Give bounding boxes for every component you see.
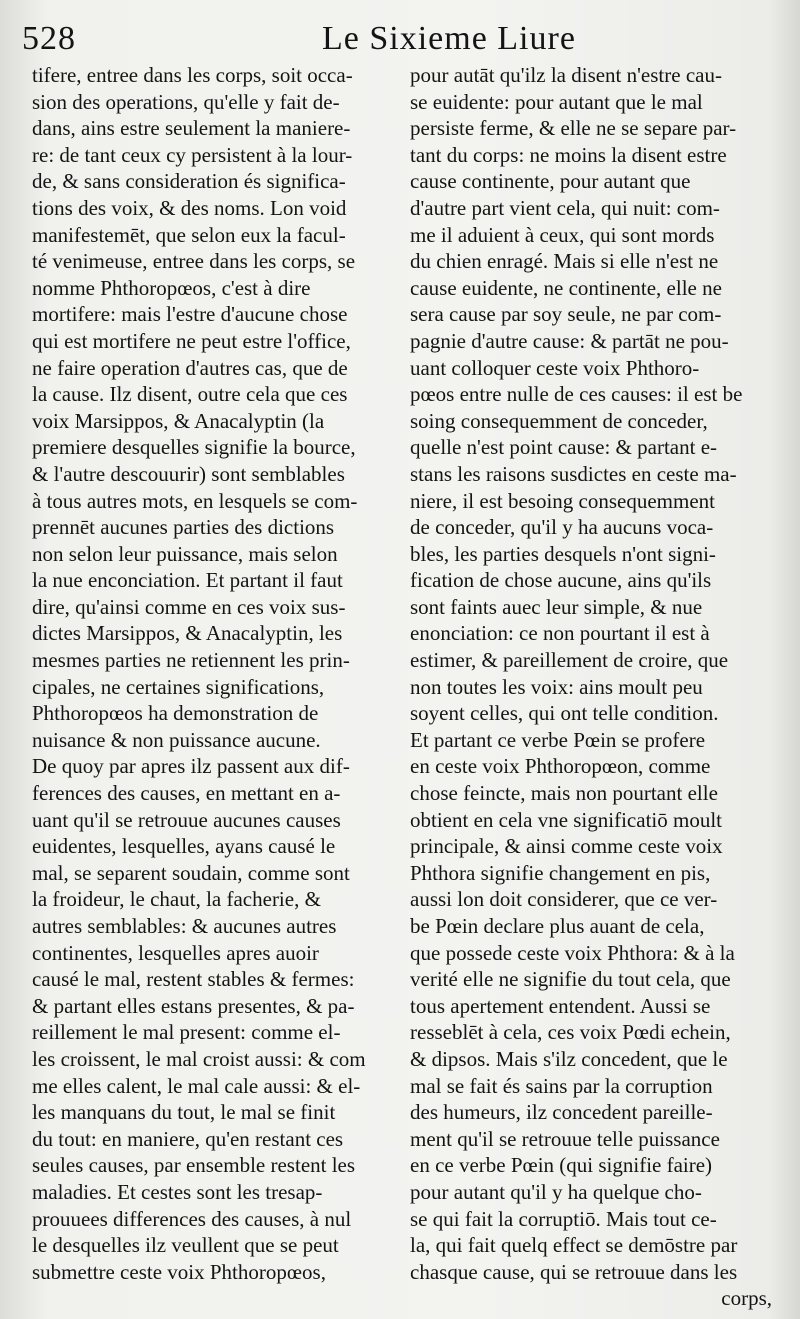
text-line: à tous autres mots, en lesquels se com-: [32, 488, 358, 513]
text-line: verité elle ne signifie du tout cela, que: [410, 967, 731, 992]
text-line: pœos entre nulle de ces causes: il est be: [410, 382, 743, 407]
text-line: be Pœin declare plus auant de cela,: [410, 914, 705, 938]
catchword: corps,: [721, 1286, 772, 1311]
text-line: principale, & ainsi comme ceste voix: [410, 834, 723, 859]
text-line: me il aduient à ceux, qui sont mords: [410, 222, 715, 247]
text-line: la froideur, le chaut, la facherie, &: [32, 887, 321, 912]
text-line: manifestemēt, que selon eux la facul-: [32, 222, 346, 247]
text-line: premiere desquelles signifie la bource,: [32, 435, 356, 460]
text-line: re: de tant ceux cy persistent à la lour-: [32, 142, 353, 167]
text-line: submettre ceste voix Phthoropœos,: [32, 1259, 326, 1284]
left-column: [32, 62, 388, 1285]
text-line: dire, qu'ainsi comme en ces voix sus-: [32, 594, 346, 619]
text-line: Et partant ce verbe Pœin se profere: [410, 727, 706, 752]
text-line: Phthora signifie changement en pis,: [410, 860, 711, 885]
text-line: qui est mortifere ne peut estre l'office,: [32, 328, 351, 353]
text-line: cause euidente, ne continente, elle ne: [410, 275, 722, 300]
text-line: té venimeuse, entree dans les corps, se: [32, 249, 356, 274]
text-line: seules causes, par ensemble restent les: [32, 1153, 356, 1178]
text-line: obtient en cela vne significatiō moult: [410, 807, 722, 832]
text-line: sera cause par soy seule, ne par com-: [410, 302, 722, 327]
text-line: de conceder, qu'il y ha aucuns voca-: [410, 515, 714, 540]
text-line: dans, ains estre seulement la maniere-: [32, 116, 351, 141]
text-line: prouuees differences des causes, à nul: [32, 1206, 352, 1231]
text-line: la nue enconciation. Et partant il faut: [32, 568, 343, 593]
text-line: mal, se separent soudain, comme sont: [32, 860, 350, 885]
page-number: 528: [22, 20, 76, 57]
text-line: De quoy par apres ilz passent aux dif-: [32, 754, 350, 779]
text-line: se euidente: pour autant que le mal: [410, 89, 703, 114]
text-line: mortifere: mais l'estre d'aucune chose: [32, 302, 348, 327]
text-line: en ceste voix Phthoropœon, comme: [410, 754, 711, 779]
text-line: ment qu'il se retrouue telle puissance: [410, 1126, 720, 1151]
text-line: sont faints auec leur simple, & nue: [410, 594, 703, 619]
text-columns: [32, 62, 782, 1319]
text-line: nomme Phthoropœos, c'est à dire: [32, 275, 311, 300]
text-line: de, & sans consideration és significa-: [32, 169, 346, 194]
text-line: fication de chose aucune, ains qu'ils: [410, 568, 712, 593]
text-line: niere, il est besoing consequemment: [410, 488, 716, 513]
text-line: bles, les parties desquels n'ont signi-: [410, 541, 716, 566]
text-line: mesmes parties ne retiennent les prin-: [32, 648, 350, 673]
text-line: du chien enragé. Mais si elle n'est ne: [410, 249, 719, 274]
text-line: sion des operations, qu'elle y fait de-: [32, 89, 340, 114]
text-line: la cause. Ilz disent, outre cela que ces: [32, 382, 348, 407]
text-line: enonciation: ce non pourtant il est à: [410, 621, 710, 646]
text-line: le desquelles ilz veullent que se peut: [32, 1233, 339, 1258]
text-line: & l'autre descouurir) sont semblables: [32, 461, 345, 486]
text-line: ferences des causes, en mettant en a-: [32, 781, 341, 806]
text-line: que possede ceste voix Phthora: & à la: [410, 940, 735, 965]
text-line: non toutes les voix: ains moult peu: [410, 674, 703, 699]
text-line: des humeurs, ilz concedent pareille-: [410, 1100, 713, 1125]
text-line: pour autāt qu'ilz la disent n'estre cau-: [410, 63, 722, 87]
text-line: voix Marsippos, & Anacalyptin (la: [32, 408, 325, 433]
text-line: chose feincte, mais non pourtant elle: [410, 781, 718, 806]
text-line: estimer, & pareillement de croire, que: [410, 648, 729, 673]
text-line: mal se fait és sains par la corruption: [410, 1073, 713, 1098]
text-line: nuisance & non puissance aucune.: [32, 727, 321, 752]
text-line: tifere, entree dans les corps, soit occa-: [32, 63, 353, 87]
text-line: reillement le mal present: comme el-: [32, 1020, 341, 1045]
text-line: les manquans du tout, le mal se finit: [32, 1100, 336, 1125]
text-line: quelle n'est point cause: & partant e-: [410, 435, 718, 460]
text-line: & partant elles estans presentes, & pa-: [32, 993, 355, 1018]
text-line: d'autre part vient cela, qui nuit: com-: [410, 195, 720, 220]
text-line: uant qu'il se retrouue aucunes causes: [32, 807, 341, 832]
text-line: me elles calent, le mal cale aussi: & el-: [32, 1073, 361, 1098]
text-line: stans les raisons susdictes en ceste ma-: [410, 461, 737, 486]
text-line: ne faire operation d'autres cas, que de: [32, 355, 348, 380]
text-line: Phthoropœos ha demonstration de: [32, 701, 319, 726]
text-line: aussi lon doit considerer, que ce ver-: [410, 887, 718, 912]
text-line: tions des voix, & des noms. Lon void: [32, 195, 347, 220]
text-line: autres semblables: & aucunes autres: [32, 914, 337, 938]
text-line: non selon leur puissance, mais selon: [32, 541, 338, 566]
text-line: persiste ferme, & elle ne se separe par-: [410, 116, 737, 141]
text-line: soing consequemment de conceder,: [410, 408, 708, 433]
text-line: se qui fait la corruptiō. Mais tout ce-: [410, 1206, 717, 1231]
text-line: causé le mal, restent stables & fermes:: [32, 967, 355, 992]
text-line: tous apertement entendent. Aussi se: [410, 993, 711, 1018]
text-line: soyent celles, qui ont telle condition.: [410, 701, 719, 726]
text-line: & dipsos. Mais s'ilz concedent, que le: [410, 1046, 728, 1071]
text-line: les croissent, le mal croist aussi: & com: [32, 1046, 366, 1071]
running-head: [22, 14, 760, 64]
text-line: du tout: en maniere, qu'en restant ces: [32, 1126, 344, 1151]
text-line: resseblēt à cela, ces voix Pœdi echein,: [410, 1020, 731, 1045]
right-column: [410, 62, 784, 1312]
text-line: maladies. Et cestes sont les tresap-: [32, 1179, 323, 1204]
text-line: pagnie d'autre cause: & partāt ne pou-: [410, 328, 729, 353]
text-line: euidentes, lesquelles, ayans causé le: [32, 834, 336, 859]
text-line: cipales, ne certaines significations,: [32, 674, 325, 699]
running-title: Le Sixieme Liure: [322, 20, 576, 57]
text-line: dictes Marsippos, & Anacalyptin, les: [32, 621, 343, 646]
text-line: prennēt aucunes parties des dictions: [32, 515, 335, 540]
text-line: la, qui fait quelq effect se demōstre par: [410, 1233, 738, 1258]
text-line: pour autant qu'il y ha quelque cho-: [410, 1179, 702, 1204]
text-line: uant colloquer ceste voix Phthoro-: [410, 355, 700, 380]
text-line: cause continente, pour autant que: [410, 169, 691, 194]
text-line: continentes, lesquelles apres auoir: [32, 940, 319, 965]
text-line: tant du corps: ne moins la disent estre: [410, 142, 727, 167]
text-line: chasque cause, qui se retrouue dans les: [410, 1259, 738, 1284]
text-line: en ce verbe Pœin (qui signifie faire): [410, 1153, 713, 1178]
